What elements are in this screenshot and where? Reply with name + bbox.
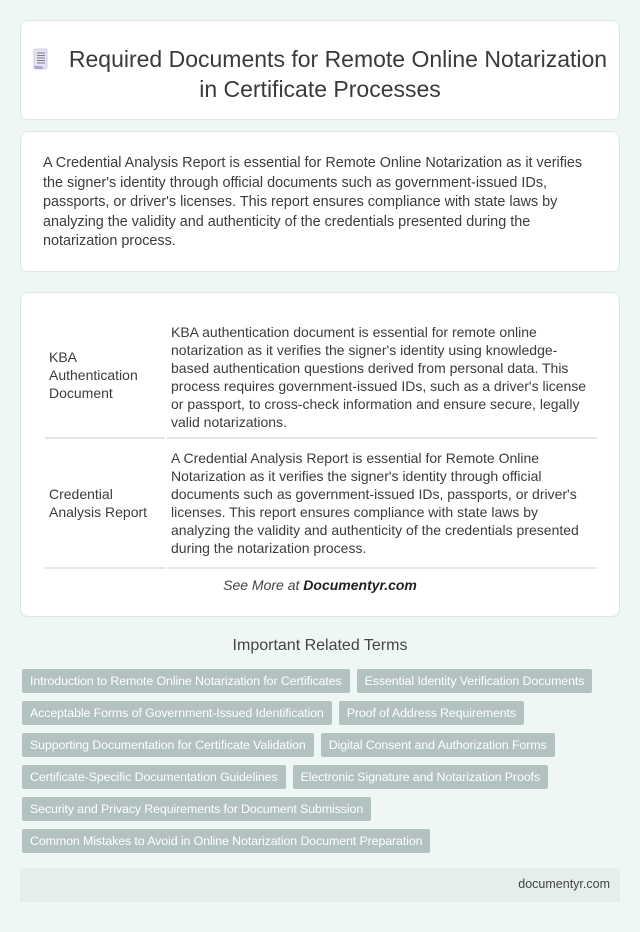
table-term: KBA Authentication Document [45, 313, 165, 439]
summary-card [20, 131, 620, 272]
table-description: A Credential Analysis Report is essential for Remote Online Notarization as it verifies the signer's identity through official documents such as government-issued IDs, passports, or driver's licenses. This report ensures compliance with state laws by analyzing the validity and authenticity of the credentials presented during the notarization process. [167, 439, 597, 569]
footer-link[interactable]: documentyr.com [518, 877, 610, 891]
table-row [45, 313, 597, 439]
related-term-chip[interactable]: Certificate-Specific Documentation Guidelines [22, 765, 286, 789]
see-more [21, 577, 619, 593]
page-title-container [21, 44, 619, 104]
table-term: Credential Analysis Report [45, 439, 165, 569]
footer [20, 868, 620, 902]
header-card [20, 20, 620, 120]
related-term-chip[interactable]: Essential Identity Verification Documents [357, 669, 593, 693]
related-term-chip[interactable]: Supporting Documentation for Certificate Validation [22, 733, 314, 757]
table-row [45, 439, 597, 569]
page-title: Required Documents for Remote Online Notarization in Certificate Processes [68, 46, 608, 102]
related-terms-title: Important Related Terms [232, 637, 408, 654]
related-term-chip[interactable]: Introduction to Remote Online Notarization for Certificates [22, 669, 350, 693]
related-term-chip[interactable]: Common Mistakes to Avoid in Online Notarization Document Preparation [22, 829, 430, 853]
related-term-chip[interactable]: Acceptable Forms of Government-Issued Identification [22, 701, 332, 725]
document-icon [33, 47, 51, 69]
see-more-prefix: See More at [223, 577, 304, 593]
documents-table-card [20, 292, 620, 617]
related-term-chip[interactable]: Security and Privacy Requirements for Document Submission [22, 797, 371, 821]
table-description: KBA authentication document is essential for remote online notarization as it verifies the signer's identity using knowledge-based authentication questions derived from personal data. This process requires government-issued IDs, such as a driver's license or passport, to cross-check information and ensure secure, legally valid notarizations. [167, 313, 597, 439]
documents-table [43, 313, 599, 569]
related-term-chip[interactable]: Proof of Address Requirements [339, 701, 524, 725]
related-term-chip[interactable]: Digital Consent and Authorization Forms [321, 733, 555, 757]
summary-text: A Credential Analysis Report is essential for Remote Online Notarization as it verifies the signer's identity through official documents such as government-issued IDs, passports, or driver's licenses. This report ensures compliance with state laws by analyzing the validity and authenticity of the credentials presented during the notarization process. [43, 155, 583, 249]
see-more-link[interactable]: Documentyr.com [303, 577, 417, 593]
related-terms-list [22, 669, 602, 853]
related-term-chip[interactable]: Electronic Signature and Notarization Proofs [293, 765, 548, 789]
